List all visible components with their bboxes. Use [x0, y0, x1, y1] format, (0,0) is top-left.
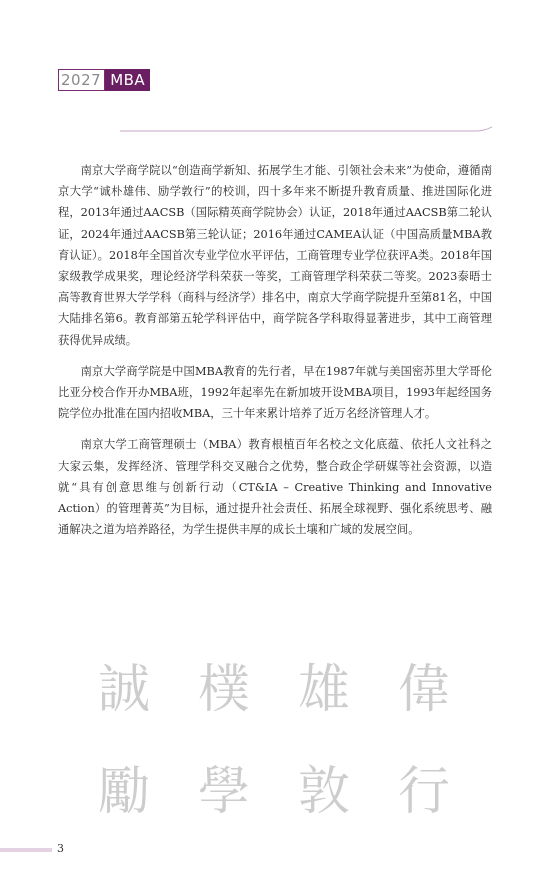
calligraphy-char: 敦 [297, 762, 350, 822]
header-label: MBA [105, 69, 150, 91]
paragraph-intro: 南京大学商学院以“创造商学新知、拓展学生才能、引领社会未来”为使命，遵循南京大学“诚朴雄伟、励学敦行”的校训，四十多年来不断提升教育质量、推进国际化进程，2013年通过AACSB（国际精英商学院协会）认证，2018年通过AACSB第二轮认证，2024年通过AACSB第三轮认证；2016年通过CAMEA认证（中国高质量MBA教育认证）。2018年全国首次专业学位水平评估，工商管理专业学位获评A类。2018年国家级教学成果奖，理论经济学科荣获一等奖，工商管理学科荣获二等奖。2023泰晤士高等教育世界大学学科（商科与经济学）排名中，南京大学商学院提升至第81名，中国大陆排名第6。教育部第五轮学科评估中，商学院各学科取得显著进步，其中工商管理获得优异成绩。 [58, 164, 492, 347]
calligraphy-motto-row1 [88, 660, 460, 720]
calligraphy-char: 偉 [397, 660, 450, 720]
header-tag [58, 69, 150, 91]
paragraph-mission: 南京大学工商管理硕士（MBA）教育根植百年名校之文化底蕴、依托人文社科之大家云集，发挥经济、管理学科交叉融合之优势，整合政企学研媒等社会资源，以造就“具有创意思维与创新行动（CT&IA – Creative Thinking and Innovative Action）的管理菁英”为目标，通过提升社会责任、拓展全球视野、强化系统思考、融通解决之道为培养路径，为学生提供丰厚的成长土壤和广域的发展空间。 [58, 438, 492, 537]
calligraphy-char: 勵 [97, 762, 150, 822]
paragraph-history: 南京大学商学院是中国MBA教育的先行者，早在1987年就与美国密苏里大学哥伦比亚分校合作开办MBA班，1992年起率先在新加坡开设MBA项目，1993年起经国务院学位办批准在国内招收MBA，三十年来累计培养了近万名经济管理人才。 [58, 364, 492, 421]
calligraphy-motto-row2 [88, 762, 460, 822]
calligraphy-char: 學 [197, 762, 250, 822]
header-divider [120, 126, 492, 134]
calligraphy-char: 樸 [197, 660, 250, 720]
calligraphy-char: 行 [397, 762, 450, 822]
calligraphy-char: 雄 [297, 660, 350, 720]
footer-rule [0, 848, 52, 852]
header-year: 2027 [58, 69, 105, 91]
page-number: 3 [57, 842, 64, 855]
body-text [58, 160, 492, 550]
calligraphy-char: 誠 [97, 660, 150, 720]
